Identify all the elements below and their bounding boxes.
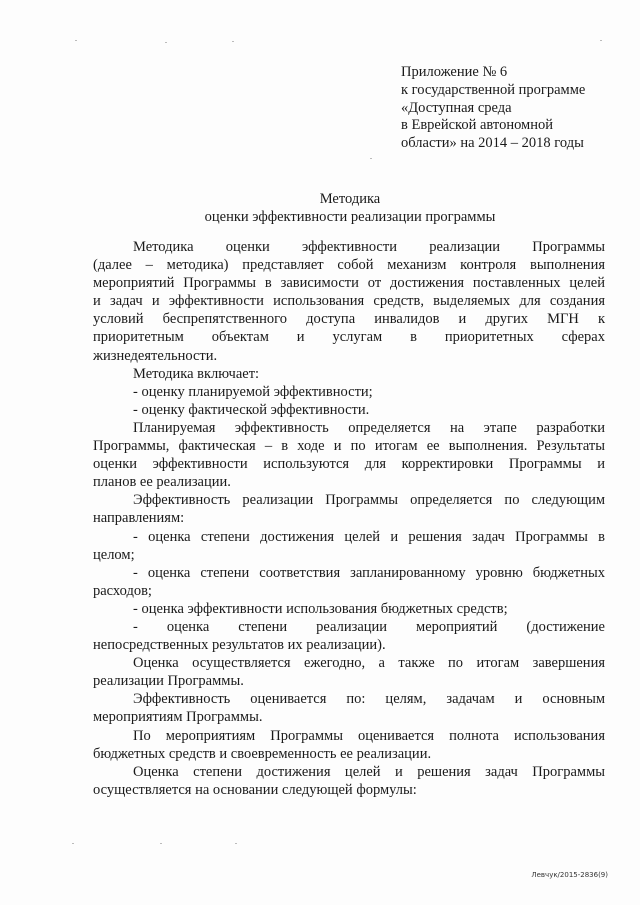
paragraph-line: оценки эффективности используются для корректировки Программы и bbox=[93, 456, 605, 473]
scan-speck bbox=[235, 843, 237, 844]
paragraph-line: Эффективность реализации Программы определяется по следующим bbox=[133, 492, 605, 509]
paragraph-line: условий беспрепятственного доступа инвалидов и других МГН к bbox=[93, 311, 605, 328]
paragraph-line: осуществляется на основании следующей формулы: bbox=[93, 781, 417, 798]
annex-block bbox=[401, 64, 616, 153]
list-item: непосредственных результатов их реализации). bbox=[93, 637, 386, 654]
list-item: - оценку фактической эффективности. bbox=[133, 401, 370, 418]
paragraph-line: бюджетных средств и своевременность ее реализации. bbox=[93, 745, 432, 762]
paragraph-line: Программы, фактическая – в ходе и по итогам ее выполнения. Результаты bbox=[93, 438, 605, 455]
annex-line: к государственной программе bbox=[401, 81, 586, 98]
scan-speck bbox=[370, 158, 372, 159]
paragraph-line: мероприятий Программы в зависимости от достижения поставленных целей bbox=[93, 275, 605, 292]
list-item: - оценка степени соответствия запланированному уровню бюджетных bbox=[133, 564, 605, 581]
list-item: расходов; bbox=[93, 582, 152, 599]
paragraph-line: направлениям: bbox=[93, 510, 185, 527]
paragraph-line: Методика оценки эффективности реализации Программы bbox=[133, 239, 605, 255]
scan-speck bbox=[165, 42, 167, 43]
document-body bbox=[93, 238, 605, 799]
document-subtitle: оценки эффективности реализации программы bbox=[204, 209, 496, 225]
scan-speck bbox=[232, 41, 234, 42]
annex-line: в Еврейской автономной bbox=[401, 117, 553, 134]
paragraph-line: планов ее реализации. bbox=[93, 474, 231, 491]
scan-speck bbox=[75, 40, 77, 41]
paragraph-line: жизнедеятельности. bbox=[93, 347, 218, 364]
paragraph-line: Планируемая эффективность определяется на этапе разработки bbox=[133, 419, 605, 436]
list-item: - оценка степени достижения целей и решения задач Программы в bbox=[133, 528, 605, 545]
paragraph-line: Методика включает: bbox=[133, 365, 260, 382]
paragraph-line: (далее – методика) представляет собой механизм контроля выполнения bbox=[93, 257, 605, 274]
list-item: целом; bbox=[93, 546, 135, 563]
paragraph-line: мероприятиям Программы. bbox=[93, 709, 263, 726]
list-item: - оценку планируемой эффективности; bbox=[133, 383, 373, 400]
paragraph-line: реализации Программы. bbox=[93, 673, 244, 690]
annex-line: области» на 2014 – 2018 годы bbox=[401, 135, 584, 152]
scan-speck bbox=[600, 40, 602, 41]
paragraph-line: Оценка осуществляется ежегодно, а также по итогам завершения bbox=[133, 655, 605, 672]
list-item: - оценка эффективности использования бюджетных средств; bbox=[133, 600, 508, 617]
document-registration-code: Левчук/2015-2836(9) bbox=[531, 871, 608, 879]
document-title: Методика bbox=[319, 191, 381, 207]
list-item: - оценка степени реализации мероприятий (достижение bbox=[133, 618, 605, 635]
annex-line: «Доступная среда bbox=[401, 99, 512, 116]
paragraph-line: и задач и эффективности использования средств, выделяемых для создания bbox=[93, 293, 605, 310]
scan-speck bbox=[72, 843, 74, 844]
paragraph-line: По мероприятиям Программы оценивается полнота использования bbox=[133, 727, 605, 744]
paragraph-line: Эффективность оценивается по: целям, задачам и основным bbox=[133, 691, 605, 708]
paragraph-line: Оценка степени достижения целей и решения задач Программы bbox=[133, 763, 605, 780]
scan-speck bbox=[160, 843, 162, 844]
annex-line: Приложение № 6 bbox=[401, 64, 508, 80]
paragraph-line: приоритетным объектам и услугам в приоритетных сферах bbox=[93, 329, 605, 346]
